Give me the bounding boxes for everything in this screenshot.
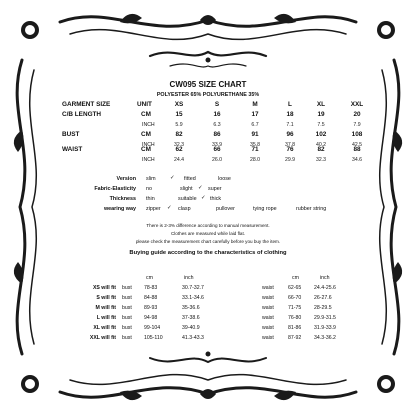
material-composition: POLYESTER 65% POLYURETHANE 35%: [156, 92, 260, 98]
guide-waist-cm-header: cm: [292, 275, 299, 281]
bust-inch-unit: INCH: [142, 142, 155, 148]
cb-length-inch-l: 7.1: [286, 122, 294, 128]
version-check-icon: ✓: [170, 175, 175, 181]
bust-inch-xl: 40.2: [315, 142, 327, 148]
fabric-elasticity-label: Fabric-Elasticity: [94, 186, 136, 192]
wearing-option-zipper: zipper: [146, 206, 161, 212]
bust-cm-unit: CM: [141, 131, 151, 138]
garment-size-label: GARMENT SIZE: [62, 101, 111, 108]
guide-row-bust-label: bust: [122, 335, 132, 341]
size-header-xxl: XXL: [350, 101, 364, 108]
elasticity-check-icon: ✓: [198, 185, 203, 191]
guide-row-waist-cm: 81-86: [288, 325, 302, 331]
guide-bust-cm-header: cm: [146, 275, 153, 281]
bust-cm-s: 86: [213, 131, 221, 138]
bust-inch-xs: 32.3: [173, 142, 185, 148]
guide-row-bust-cm: 84-88: [144, 295, 158, 301]
guide-row-waist-cm: 62-65: [288, 285, 302, 291]
bust-cm-xs: 82: [175, 131, 183, 138]
guide-row-bust-cm: 99-104: [144, 325, 161, 331]
size-header-xl: XL: [316, 101, 326, 108]
elasticity-option-no: no: [146, 186, 152, 192]
elasticity-option-super: super: [208, 186, 222, 192]
guide-row-bust-label: bust: [122, 295, 132, 301]
cb-length-inch-m: 6.7: [251, 122, 259, 128]
version-option-fitted: fitted: [184, 176, 196, 182]
guide-row-waist-label: waist: [262, 295, 274, 301]
guide-row-waist-label: waist: [262, 285, 274, 291]
waist-cm-xs: 62: [175, 146, 183, 153]
waist-inch-xs: 24.4: [173, 157, 185, 163]
chart-title: CW095 SIZE CHART: [169, 80, 247, 89]
guide-row-bust-label: bust: [122, 305, 132, 311]
guide-row-waist-inch: 28-29.5: [314, 305, 332, 311]
guide-row-bust-cm: 94-98: [144, 315, 158, 321]
cb-length-inch-unit: INCH: [142, 122, 155, 128]
guide-row-bust-cm: 89-93: [144, 305, 158, 311]
guide-row-bust-label: bust: [122, 325, 132, 331]
guide-row-bust-label: bust: [122, 315, 132, 321]
waist-cm-l: 76: [286, 146, 294, 153]
guide-row-bust-inch: 30.7-32.7: [182, 285, 204, 291]
wearing-check-icon: ✓: [167, 205, 172, 211]
thickness-option-thick: thick: [210, 196, 222, 202]
waist-label: WAIST: [62, 146, 83, 153]
bust-cm-xl: 102: [315, 131, 327, 138]
guide-row-waist-inch: 29.9-31.5: [314, 315, 336, 321]
guide-row-bust-inch: 41.3-43.3: [182, 335, 204, 341]
thickness-option-thin: thin: [146, 196, 155, 202]
wearing-option-pullover: pullover: [216, 206, 235, 212]
version-option-loose: loose: [218, 176, 231, 182]
guide-row-waist-inch: 34.3-36.2: [314, 335, 336, 341]
guide-row-label: S will fit: [96, 295, 116, 301]
guide-row-bust-cm: 78-83: [144, 285, 158, 291]
thickness-label: Thickness: [109, 196, 136, 202]
bust-inch-m: 35.8: [249, 142, 261, 148]
cb-length-cm-xl: 19: [317, 111, 325, 118]
note-difference: There is 2-3% difference according to manual measurement.: [146, 223, 270, 228]
guide-row-waist-label: waist: [262, 325, 274, 331]
thickness-check-icon: ✓: [201, 195, 206, 201]
waist-inch-xl: 32.3: [315, 157, 327, 163]
bust-inch-s: 33.9: [211, 142, 223, 148]
guide-row-label: XL will fit: [93, 325, 116, 331]
size-header-s: S: [214, 101, 220, 108]
cb-length-cm-xs: 15: [175, 111, 183, 118]
guide-row-waist-cm: 66-70: [288, 295, 302, 301]
cb-length-cm-xxl: 20: [353, 111, 361, 118]
cb-length-cm-l: 18: [286, 111, 294, 118]
note-laid-flat: Clothes are measured while laid flat.: [170, 231, 246, 236]
guide-row-label: XXL will fit: [89, 335, 116, 341]
guide-row-waist-cm: 71-75: [288, 305, 302, 311]
cb-length-inch-xs: 5.9: [175, 122, 183, 128]
buying-guide-title: Buying guide according to the characteristics of clothing: [129, 250, 287, 256]
version-label: Version: [116, 176, 136, 182]
bust-cm-m: 91: [251, 131, 259, 138]
version-option-slim: slim: [146, 176, 156, 182]
bust-label: BUST: [62, 131, 80, 138]
size-header-xs: XS: [174, 101, 184, 108]
thickness-option-suitable: suitable: [178, 196, 197, 202]
bust-inch-xxl: 42.5: [351, 142, 363, 148]
guide-row-waist-label: waist: [262, 315, 274, 321]
guide-row-waist-inch: 26-27.6: [314, 295, 332, 301]
waist-inch-l: 29.9: [284, 157, 296, 163]
elasticity-option-slight: slight: [180, 186, 193, 192]
waist-cm-xl: 82: [317, 146, 325, 153]
guide-row-label: L will fit: [96, 315, 116, 321]
waist-cm-s: 66: [213, 146, 221, 153]
bust-inch-l: 37.8: [284, 142, 296, 148]
waist-inch-s: 26.0: [211, 157, 223, 163]
guide-row-bust-cm: 105-110: [144, 335, 163, 341]
guide-row-bust-inch: 39-40.9: [182, 325, 200, 331]
guide-row-label: XS will fit: [92, 285, 116, 291]
guide-row-waist-cm: 87-92: [288, 335, 302, 341]
guide-row-bust-inch: 37-38.6: [182, 315, 200, 321]
cb-length-cm-unit: CM: [141, 111, 151, 118]
guide-row-bust-label: bust: [122, 285, 132, 291]
unit-header: UNIT: [137, 101, 152, 108]
waist-inch-unit: INCH: [142, 157, 155, 163]
guide-row-waist-cm: 76-80: [288, 315, 302, 321]
bust-cm-l: 96: [286, 131, 294, 138]
guide-row-waist-label: waist: [262, 305, 274, 311]
wearing-option-rubber-string: rubber string: [296, 206, 327, 212]
size-header-l: L: [288, 101, 292, 108]
waist-cm-m: 71: [251, 146, 259, 153]
bust-cm-xxl: 108: [351, 131, 363, 138]
guide-row-waist-inch: 31.9-33.9: [314, 325, 336, 331]
cb-length-label: C/B LENGTH: [62, 111, 102, 118]
wearing-way-label: wearing way: [103, 206, 136, 212]
cb-length-inch-xl: 7.5: [317, 122, 325, 128]
guide-row-waist-label: waist: [262, 335, 274, 341]
guide-row-waist-inch: 24.4-25.6: [314, 285, 336, 291]
guide-row-bust-inch: 33.1-34.6: [182, 295, 204, 301]
waist-inch-m: 28.0: [249, 157, 261, 163]
waist-cm-unit: CM: [141, 146, 151, 153]
guide-row-label: M will fit: [95, 305, 116, 311]
note-check-chart: please check the measurement chart carefully before you buy the item.: [135, 239, 281, 244]
waist-inch-xxl: 34.6: [351, 157, 363, 163]
cb-length-cm-m: 17: [251, 111, 259, 118]
waist-cm-xxl: 88: [353, 146, 361, 153]
wearing-option-tying-rope: tying rope: [253, 206, 277, 212]
size-header-m: M: [252, 101, 258, 108]
cb-length-inch-xxl: 7.9: [353, 122, 361, 128]
guide-bust-inch-header: inch: [184, 275, 194, 281]
cb-length-inch-s: 6.3: [213, 122, 221, 128]
guide-row-bust-inch: 35-36.6: [182, 305, 200, 311]
cb-length-cm-s: 16: [213, 111, 221, 118]
guide-waist-inch-header: inch: [320, 275, 330, 281]
wearing-option-clasp: clasp: [178, 206, 191, 212]
